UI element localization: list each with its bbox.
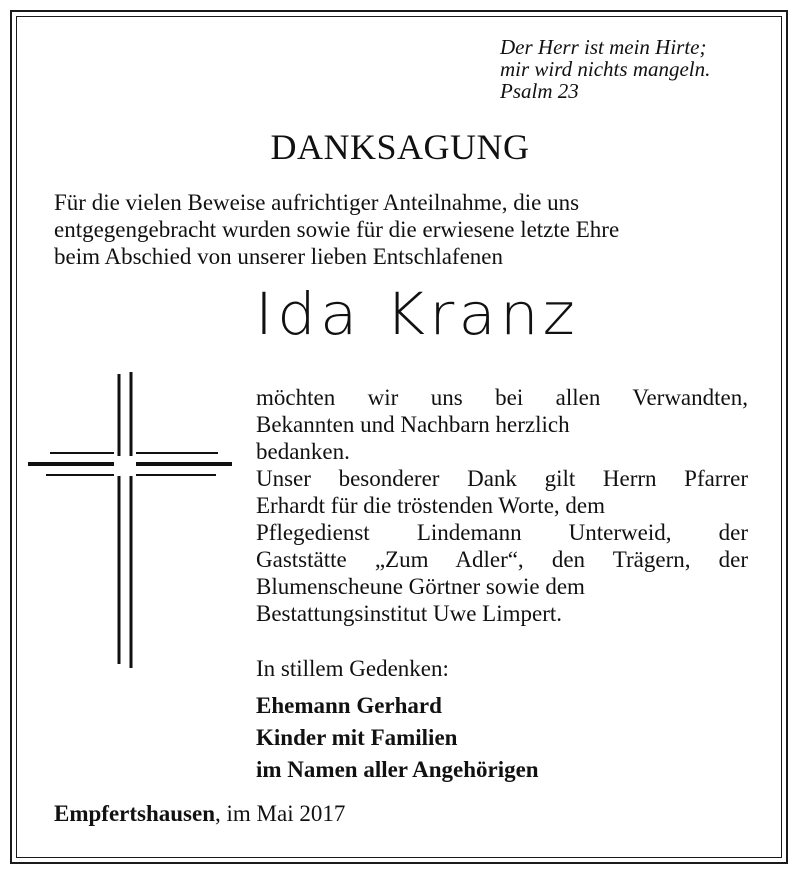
thanks-paragraph	[256, 384, 748, 627]
thanks-line: möchten wir uns bei allen Verwandten,	[256, 385, 748, 410]
psalm-line-1: Der Herr ist mein Hirte;	[500, 35, 707, 59]
cross-icon	[28, 372, 234, 672]
place: Empfertshausen	[54, 801, 216, 826]
intro-line-1: Für die vielen Beweise aufrichtiger Anteilnahme, die uns	[54, 190, 580, 215]
thanks-line: Bekannten und Nachbarn herzlich	[256, 412, 570, 437]
psalm-reference: Psalm 23	[500, 79, 579, 103]
intro-paragraph	[54, 189, 746, 270]
intro-line-2: entgegengebracht wurden sowie für die erwiesene letzte Ehre	[54, 217, 620, 242]
psalm-line-2: mir wird nichts mangeln.	[500, 57, 711, 81]
thanks-line: Bestattungsinstitut Uwe Limpert.	[256, 601, 562, 626]
signer: Ehemann Gerhard	[256, 693, 442, 718]
place-and-date	[54, 801, 345, 827]
thanks-line: Pflegedienst Lindemann Unterweid, der	[256, 520, 748, 545]
page-title: DANKSAGUNG	[270, 127, 530, 167]
signer: im Namen aller Angehörigen	[256, 757, 539, 782]
thanks-line: Gaststätte „Zum Adler“, den Trägern, der	[256, 547, 748, 572]
thanks-line: Unser besonderer Dank gilt Herrn Pfarrer	[256, 466, 748, 491]
thanks-line: Erhardt für die tröstenden Worte, dem	[256, 493, 605, 518]
thanks-line: Blumenscheune Görtner sowie dem	[256, 574, 585, 599]
intro-line-3: beim Abschied von unserer lieben Entschlafenen	[54, 244, 503, 269]
memorial-phrase: In stillem Gedenken:	[256, 656, 449, 681]
deceased-name: Ida Kranz	[255, 280, 579, 348]
signers-list	[256, 690, 539, 786]
signer: Kinder mit Familien	[256, 725, 458, 750]
psalm-quote	[500, 36, 710, 102]
date: , im Mai 2017	[215, 801, 346, 826]
thanks-line: bedanken.	[256, 439, 350, 464]
